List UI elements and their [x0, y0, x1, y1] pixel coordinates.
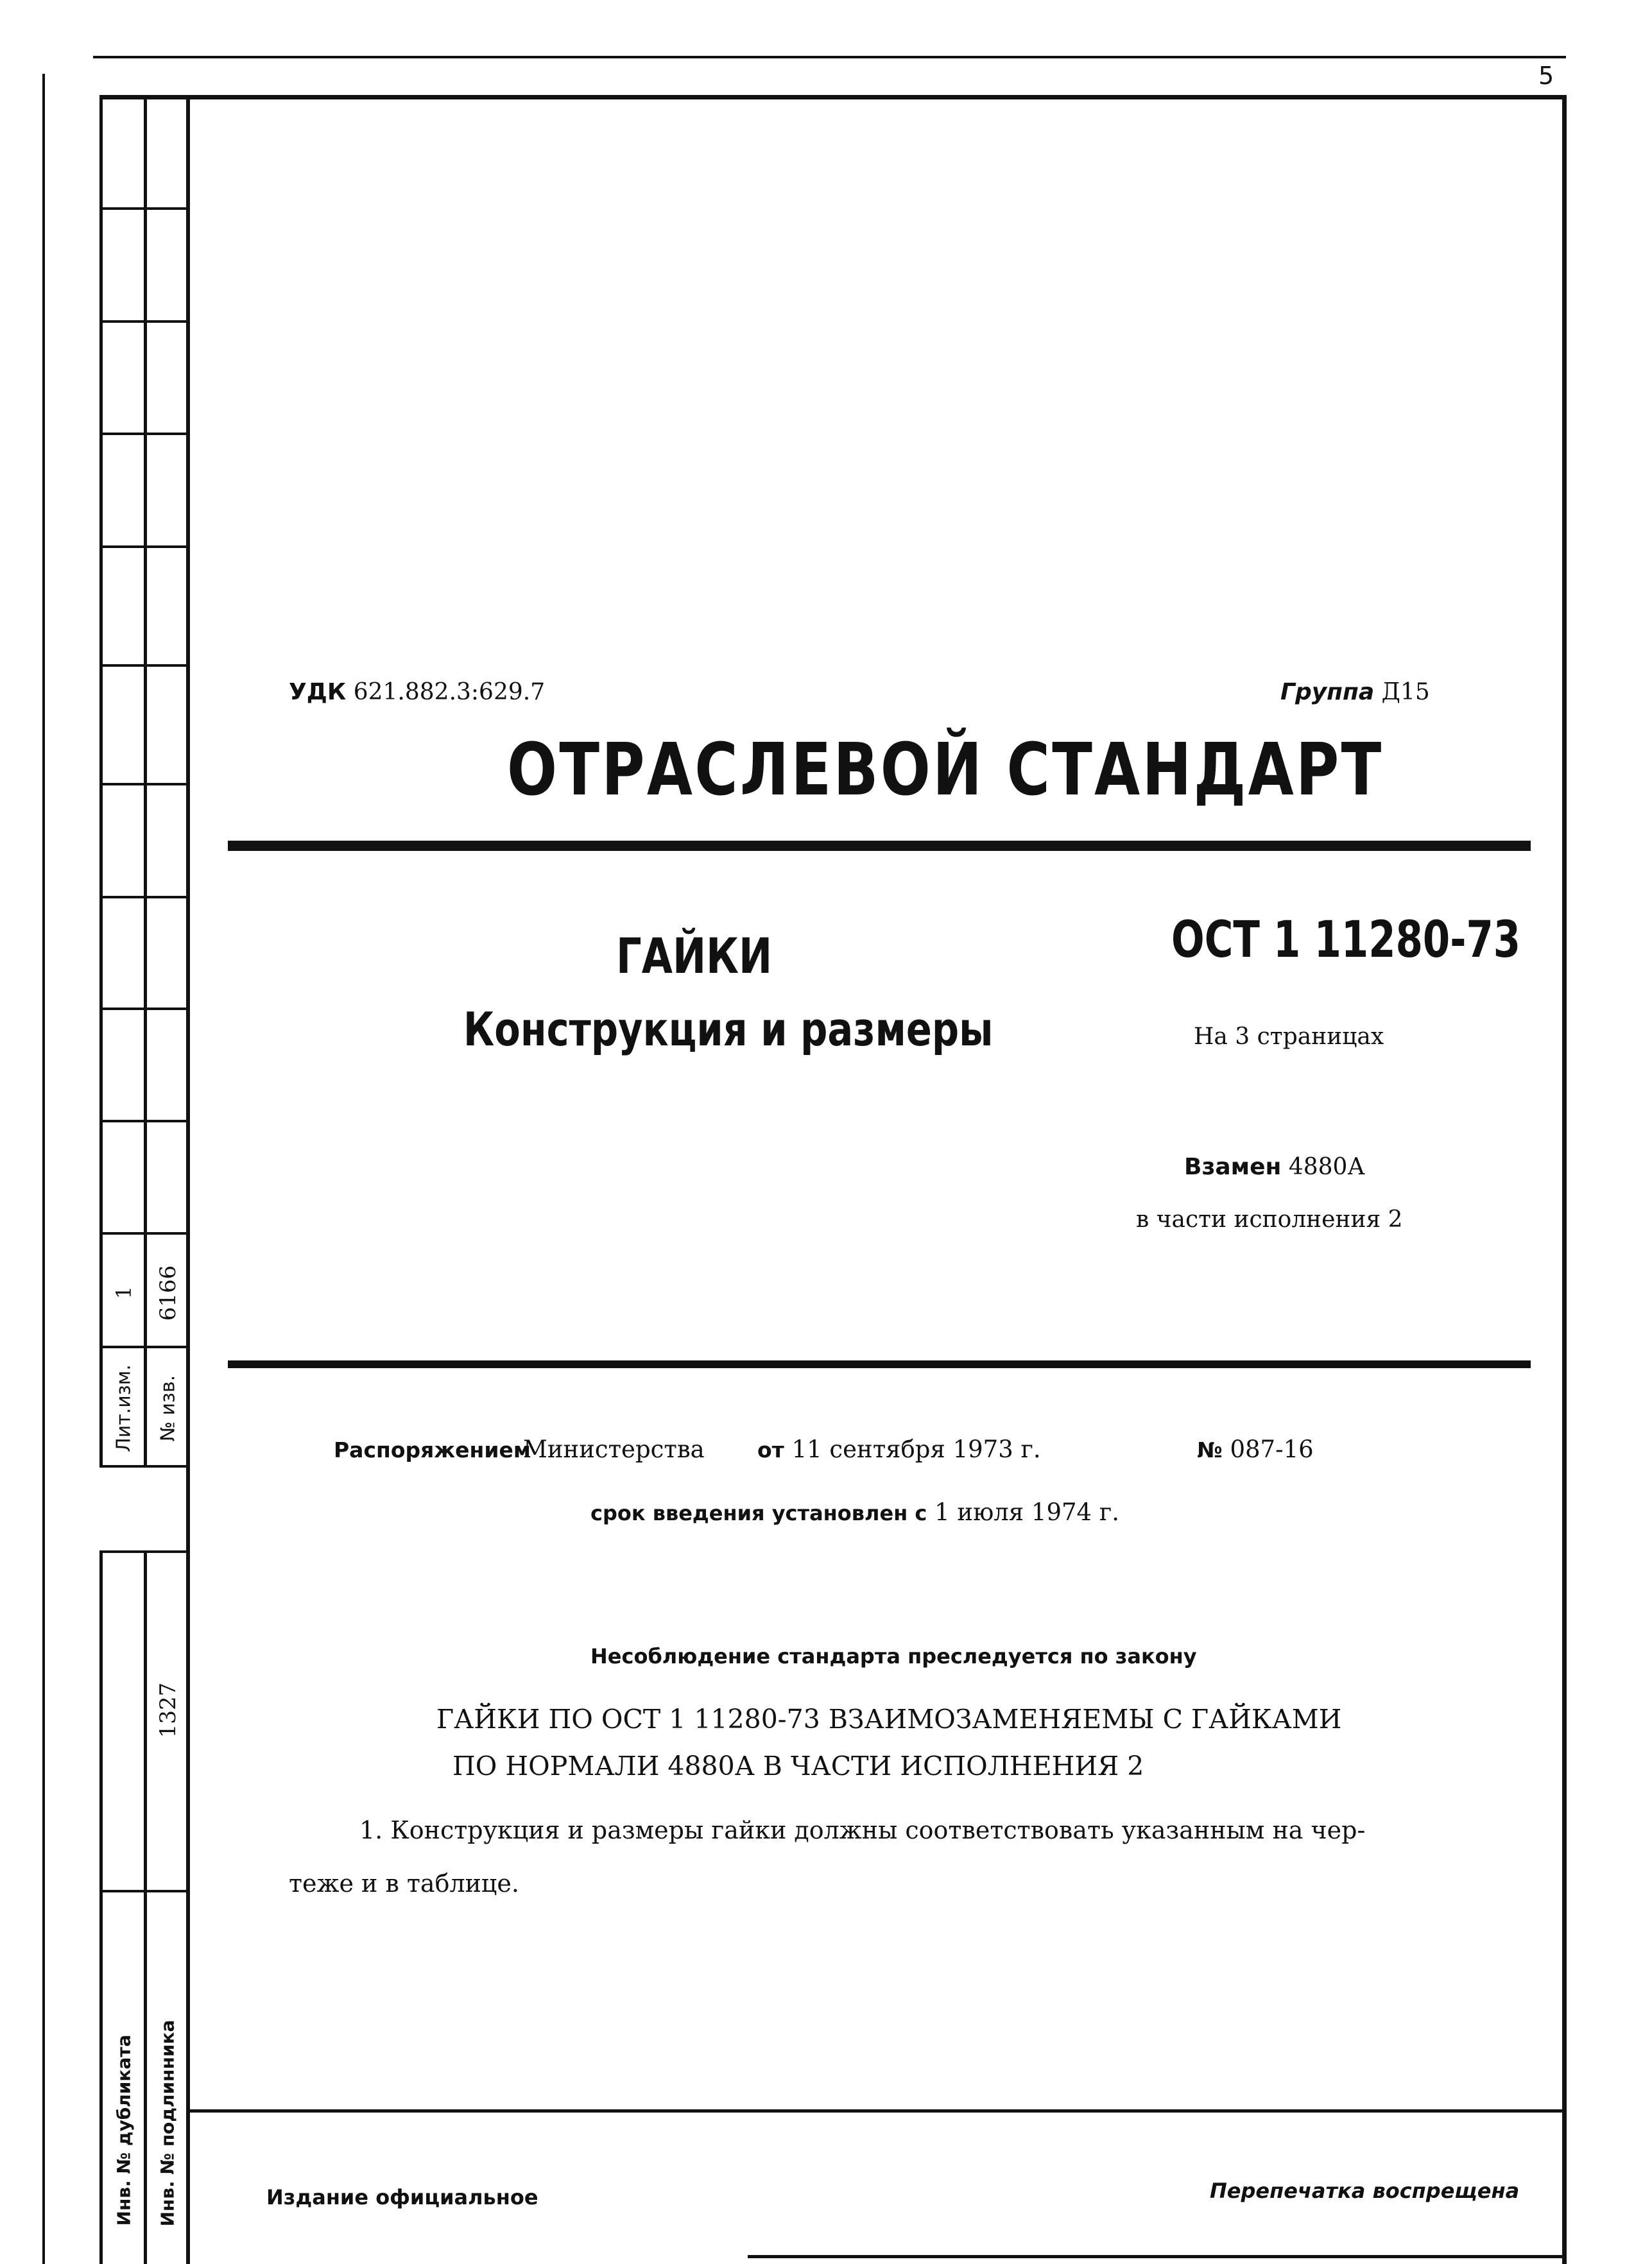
- replaces-line: [1184, 1154, 1365, 1180]
- replaces-value: 4880А: [1288, 1154, 1365, 1180]
- order-issuer: Министерства: [523, 1436, 705, 1463]
- frame-left: [186, 95, 190, 2264]
- heading-rule-bottom: [228, 1360, 1531, 1368]
- legal-notice: Несоблюдение стандарта преследуется по закону: [590, 1644, 1197, 1668]
- stamp-row: [99, 1346, 190, 1348]
- order-date-prefix: от: [757, 1437, 784, 1462]
- group-label: Группа: [1280, 679, 1375, 705]
- stamp-lit-value: 1: [112, 1285, 136, 1299]
- standard-designation: ОСТ 1 11280-73: [1171, 911, 1521, 969]
- body-line-2: теже и в таблице.: [289, 1869, 519, 1898]
- footer-reprint-prohibited: Перепечатка воспрещена: [1210, 2179, 1520, 2203]
- stamp-lower-top: [99, 1550, 190, 1553]
- frame-top: [99, 95, 1567, 99]
- udk-label: УДК: [289, 679, 347, 705]
- stamp-col-line-b: [144, 95, 147, 1467]
- stamp-row: [99, 433, 190, 435]
- title-subtitle: Конструкция и размеры: [463, 1002, 994, 1056]
- title-main: ГАЙКИ: [616, 927, 773, 984]
- stamp-col-line-d: [144, 1550, 147, 2264]
- effective-date: 1 июля 1974 г.: [934, 1498, 1119, 1526]
- order-date: 11 сентября 1973 г.: [791, 1436, 1041, 1463]
- standard-type-heading: ОТРАСЛЕВОЙ СТАНДАРТ: [507, 728, 1384, 812]
- footer-official-edition: Издание официальное: [266, 2185, 538, 2209]
- replaces-note: в части исполнения 2: [1136, 1206, 1403, 1233]
- group-value: Д15: [1381, 679, 1430, 705]
- group-line: [1280, 679, 1430, 705]
- footer-divider: [186, 2109, 1567, 2113]
- order-number: 087-16: [1230, 1436, 1314, 1463]
- replaces-label: Взамен: [1184, 1154, 1282, 1180]
- effective-line: [590, 1498, 1119, 1526]
- interchange-line-2: ПО НОРМАЛИ 4880А В ЧАСТИ ИСПОЛНЕНИЯ 2: [452, 1751, 1144, 1781]
- stamp-lower-divider: [99, 1890, 190, 1892]
- stamp-col-line-a: [99, 95, 103, 1467]
- frame-bottom: [748, 2255, 1567, 2258]
- stamp-upper-bottom: [99, 1465, 190, 1468]
- order-number-label: №: [1197, 1437, 1223, 1462]
- order-label: Распоряжением: [334, 1437, 531, 1462]
- stamp-orig-value: 1327: [155, 1682, 181, 1738]
- stamp-row: [99, 207, 190, 210]
- top-border: [93, 56, 1566, 58]
- udk-value: 621.882.3:629.7: [353, 679, 546, 705]
- page-number: 5: [1538, 62, 1554, 90]
- interchange-line-1: ГАЙКИ ПО ОСТ 1 11280-73 ВЗАИМОЗАМЕНЯЕМЫ С ГАЙКАМИ: [436, 1704, 1342, 1735]
- stamp-row: [99, 896, 190, 898]
- stamp-row: [99, 545, 190, 548]
- pages-info: На 3 страницах: [1194, 1024, 1384, 1050]
- stamp-orig-label: Инв. № подлинника: [157, 2020, 178, 2227]
- heading-rule-top: [228, 841, 1531, 851]
- order-date-line: [757, 1436, 1041, 1463]
- udk-line: [289, 679, 545, 705]
- effective-label: срок введения установлен с: [590, 1501, 927, 1525]
- stamp-izv-label: № изв.: [157, 1375, 180, 1442]
- stamp-row: [99, 664, 190, 667]
- left-margin-line: [42, 74, 45, 2264]
- stamp-row: [99, 1008, 190, 1010]
- stamp-row: [99, 320, 190, 323]
- stamp-row: [99, 1120, 190, 1122]
- stamp-dup-label: Инв. № дубликата: [113, 2034, 135, 2226]
- stamp-izv-value: 6166: [155, 1265, 181, 1321]
- stamp-row: [99, 783, 190, 785]
- stamp-col-line-c: [99, 1550, 103, 2264]
- stamp-row: [99, 1232, 190, 1235]
- frame-right: [1562, 95, 1567, 2264]
- stamp-lit-label: Лит.изм.: [112, 1364, 135, 1452]
- body-line-1: 1. Конструкция и размеры гайки должны соответствовать указанным на чер-: [359, 1816, 1366, 1844]
- order-number-line: [1197, 1436, 1314, 1463]
